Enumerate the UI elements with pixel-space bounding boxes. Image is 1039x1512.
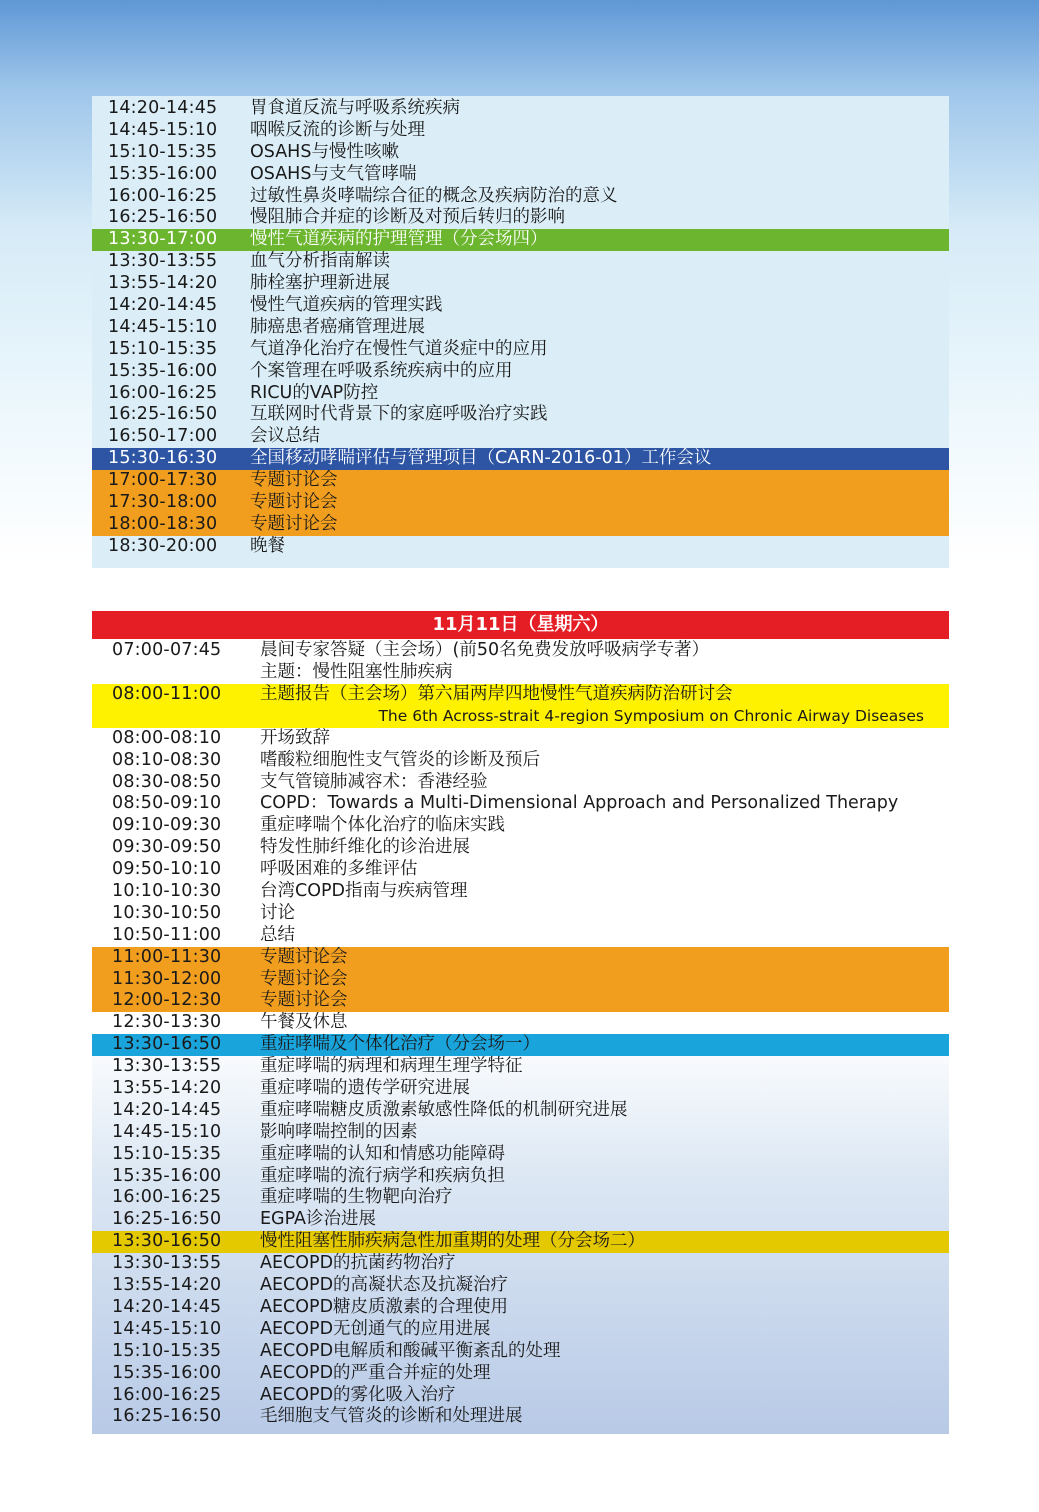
time-slot: 13:55-14:20 bbox=[108, 273, 218, 294]
time-slot: 13:30-16:50 bbox=[112, 1034, 222, 1055]
time-slot: 16:00-16:25 bbox=[108, 185, 218, 206]
schedule-row bbox=[92, 1187, 949, 1209]
time-slot: 13:30-16:50 bbox=[112, 1231, 222, 1252]
schedule-row bbox=[92, 859, 949, 881]
session-title: RICU的VAP防控 bbox=[250, 382, 379, 403]
schedule-row bbox=[92, 1385, 949, 1407]
time-slot: 09:10-09:30 bbox=[112, 815, 222, 836]
time-slot: 09:50-10:10 bbox=[112, 859, 222, 880]
schedule-row bbox=[92, 793, 949, 815]
session-title: 专题讨论会 bbox=[260, 946, 348, 967]
session-title: AECOPD无创通气的应用进展 bbox=[260, 1318, 491, 1339]
session-title: 总结 bbox=[260, 924, 295, 945]
session-title: OSAHS与支气管哮喘 bbox=[250, 163, 417, 184]
schedule-row bbox=[92, 1209, 949, 1231]
time-slot: 18:30-20:00 bbox=[108, 535, 218, 556]
session-title: 晨间专家答疑（主会场）(前50名免费发放呼吸病学专著） bbox=[260, 640, 710, 660]
session-title: 晚餐 bbox=[250, 535, 285, 556]
session-title: 慢性阻塞性肺疾病急性加重期的处理（分会场二） bbox=[260, 1231, 645, 1252]
time-slot: 15:10-15:35 bbox=[108, 338, 218, 359]
time-slot: 10:10-10:30 bbox=[112, 881, 222, 902]
time-slot: 14:45-15:10 bbox=[112, 1121, 222, 1142]
session-header-row bbox=[92, 947, 949, 969]
day-header: 11月11日（星期六） bbox=[92, 611, 949, 639]
schedule-row bbox=[92, 361, 949, 383]
session-title: 全国移动哮喘评估与管理项目（CARN-2016-01）工作会议 bbox=[250, 448, 712, 469]
time-slot: 17:00-17:30 bbox=[108, 470, 218, 491]
session-header-row bbox=[92, 514, 949, 536]
time-slot: 11:30-12:00 bbox=[112, 968, 222, 989]
session-title: 午餐及休息 bbox=[260, 1012, 348, 1033]
schedule-row bbox=[92, 1166, 949, 1188]
time-slot: 14:20-14:45 bbox=[108, 98, 218, 118]
plenary-subtitle: The 6th Across-strait 4-region Symposium on Chronic Airway Diseases bbox=[378, 706, 924, 725]
schedule-row bbox=[92, 186, 949, 208]
session-title: 慢性气道疾病的护理管理（分会场四） bbox=[250, 229, 548, 250]
session-title: 互联网时代背景下的家庭呼吸治疗实践 bbox=[250, 404, 548, 425]
session-title: 慢阻肺合并症的诊断及对预后转归的影响 bbox=[250, 207, 565, 228]
schedule-row bbox=[92, 404, 949, 426]
schedule-row bbox=[92, 772, 949, 794]
time-slot: 16:25-16:50 bbox=[112, 1406, 222, 1427]
session-title: 肺癌患者癌痛管理进展 bbox=[250, 316, 425, 337]
schedule-row bbox=[92, 881, 949, 903]
time-slot: 14:20-14:45 bbox=[112, 1296, 222, 1317]
time-slot: 15:35-16:00 bbox=[108, 360, 218, 381]
time-slot: 15:10-15:35 bbox=[112, 1143, 222, 1164]
schedule-row bbox=[92, 1144, 949, 1166]
session-title: 会议总结 bbox=[250, 426, 320, 447]
time-slot: 13:55-14:20 bbox=[112, 1275, 222, 1296]
session-title: 慢性气道疾病的管理实践 bbox=[250, 295, 443, 316]
schedule-row bbox=[92, 536, 949, 558]
time-slot: 16:00-16:25 bbox=[112, 1187, 222, 1208]
schedule-row bbox=[92, 317, 949, 339]
session-title: 毛细胞支气管炎的诊断和处理进展 bbox=[260, 1406, 523, 1427]
session-header-row bbox=[92, 990, 949, 1012]
session-header-row bbox=[92, 969, 949, 991]
plenary-time: 08:00-11:00 bbox=[112, 683, 222, 704]
time-slot: 08:50-09:10 bbox=[112, 793, 222, 814]
time-slot: 16:25-16:50 bbox=[108, 207, 218, 228]
session-header-row bbox=[92, 1034, 949, 1056]
session-title: 肺栓塞护理新进展 bbox=[250, 273, 390, 294]
session-title: 个案管理在呼吸系统疾病中的应用 bbox=[250, 360, 513, 381]
schedule-row bbox=[92, 640, 949, 662]
time-slot: 07:00-07:45 bbox=[112, 640, 222, 660]
time-slot: 14:45-15:10 bbox=[108, 119, 218, 140]
time-slot: 13:30-13:55 bbox=[112, 1253, 222, 1274]
schedule-row bbox=[92, 339, 949, 361]
session-title: 嗜酸粒细胞性支气管炎的诊断及预后 bbox=[260, 749, 540, 770]
session-title: AECOPD的抗菌药物治疗 bbox=[260, 1253, 456, 1274]
schedule-row bbox=[92, 1363, 949, 1385]
time-slot: 15:35-16:00 bbox=[108, 163, 218, 184]
time-slot: 16:25-16:50 bbox=[108, 404, 218, 425]
session-header-row bbox=[92, 492, 949, 514]
time-slot: 12:00-12:30 bbox=[112, 990, 222, 1011]
session-title: COPD：Towards a Multi-Dimensional Approach and Personalized Therapy bbox=[260, 793, 899, 814]
session-title: AECOPD的严重合并症的处理 bbox=[260, 1362, 491, 1383]
time-slot: 11:00-11:30 bbox=[112, 946, 222, 967]
schedule-row bbox=[92, 903, 949, 925]
session-title: 重症哮喘的病理和病理生理学特征 bbox=[260, 1056, 523, 1077]
schedule-row bbox=[92, 98, 949, 120]
session-title: AECOPD的高凝状态及抗凝治疗 bbox=[260, 1275, 509, 1296]
time-slot: 13:55-14:20 bbox=[112, 1078, 222, 1099]
session-title: 影响哮喘控制的因素 bbox=[260, 1121, 418, 1142]
early-session-rows bbox=[92, 640, 949, 684]
time-slot: 09:30-09:50 bbox=[112, 837, 222, 858]
time-slot: 13:30-13:55 bbox=[108, 251, 218, 272]
time-slot: 08:30-08:50 bbox=[112, 771, 222, 792]
session-header-row bbox=[92, 470, 949, 492]
time-slot: 16:50-17:00 bbox=[108, 426, 218, 447]
schedule-row bbox=[92, 1341, 949, 1363]
time-slot: 14:45-15:10 bbox=[112, 1318, 222, 1339]
time-slot: 08:10-08:30 bbox=[112, 749, 222, 770]
session-header-row bbox=[92, 1231, 949, 1253]
schedule-row bbox=[92, 662, 949, 684]
session-title: 气道净化治疗在慢性气道炎症中的应用 bbox=[250, 338, 548, 359]
session-title: 专题讨论会 bbox=[260, 968, 348, 989]
schedule-row bbox=[92, 120, 949, 142]
session-rows bbox=[92, 728, 949, 1429]
session-title: 过敏性鼻炎哮喘综合征的概念及疾病防治的意义 bbox=[250, 185, 618, 206]
schedule-row bbox=[92, 728, 949, 750]
session-title: 台湾COPD指南与疾病管理 bbox=[260, 881, 468, 902]
session-title: 支气管镜肺减容术：香港经验 bbox=[260, 771, 488, 792]
schedule-row bbox=[92, 815, 949, 837]
time-slot: 13:30-13:55 bbox=[112, 1056, 222, 1077]
time-slot: 15:35-16:00 bbox=[112, 1165, 222, 1186]
time-slot: 08:00-08:10 bbox=[112, 727, 222, 748]
session-header-row bbox=[92, 448, 949, 470]
session-title: 主题：慢性阻塞性肺疾病 bbox=[260, 661, 453, 682]
schedule-row bbox=[92, 295, 949, 317]
session-title: 专题讨论会 bbox=[260, 990, 348, 1011]
schedule-row bbox=[92, 750, 949, 772]
schedule-row bbox=[92, 142, 949, 164]
schedule-row bbox=[92, 837, 949, 859]
schedule-row bbox=[92, 273, 949, 295]
time-slot: 14:20-14:45 bbox=[112, 1099, 222, 1120]
session-title: AECOPD的雾化吸入治疗 bbox=[260, 1384, 456, 1405]
session-title: OSAHS与慢性咳嗽 bbox=[250, 141, 399, 162]
time-slot: 14:20-14:45 bbox=[108, 295, 218, 316]
session-title: EGPA诊治进展 bbox=[260, 1209, 377, 1230]
schedule-row bbox=[92, 1012, 949, 1034]
schedule-row bbox=[92, 426, 949, 448]
session-title: 胃食道反流与呼吸系统疾病 bbox=[250, 98, 460, 118]
time-slot: 15:35-16:00 bbox=[112, 1362, 222, 1383]
session-title: 重症哮喘的流行病学和疾病负担 bbox=[260, 1165, 505, 1186]
session-title: 咽喉反流的诊断与处理 bbox=[250, 119, 425, 140]
session-header-row bbox=[92, 229, 949, 251]
plenary-title: 主题报告（主会场）第六届两岸四地慢性气道疾病防治研讨会 bbox=[260, 683, 733, 704]
schedule-row bbox=[92, 1122, 949, 1144]
schedule-row bbox=[92, 383, 949, 405]
time-slot: 12:30-13:30 bbox=[112, 1012, 222, 1033]
schedule-row bbox=[92, 925, 949, 947]
time-slot: 13:30-17:00 bbox=[108, 229, 218, 250]
session-title: 开场致辞 bbox=[260, 727, 330, 748]
time-slot: 15:10-15:35 bbox=[108, 141, 218, 162]
session-title: 呼吸困难的多维评估 bbox=[260, 859, 418, 880]
schedule-row bbox=[92, 1406, 949, 1428]
session-title: 专题讨论会 bbox=[250, 470, 338, 491]
session-title: 血气分析指南解读 bbox=[250, 251, 390, 272]
schedule-row bbox=[92, 164, 949, 186]
session-title: 重症哮喘个体化治疗的临床实践 bbox=[260, 815, 505, 836]
session-title: 重症哮喘的遗传学研究进展 bbox=[260, 1078, 470, 1099]
schedule-block-day1 bbox=[92, 96, 949, 568]
schedule-row bbox=[92, 1078, 949, 1100]
schedule-row bbox=[92, 1275, 949, 1297]
schedule-row bbox=[92, 1056, 949, 1078]
schedule-row bbox=[92, 251, 949, 273]
schedule-row bbox=[92, 1319, 949, 1341]
time-slot: 15:30-16:30 bbox=[108, 448, 218, 469]
time-slot: 16:25-16:50 bbox=[112, 1209, 222, 1230]
schedule-block-nov11 bbox=[92, 611, 949, 1434]
time-slot: 17:30-18:00 bbox=[108, 492, 218, 513]
session-title: 专题讨论会 bbox=[250, 492, 338, 513]
session-title: 专题讨论会 bbox=[250, 513, 338, 534]
schedule-row bbox=[92, 1100, 949, 1122]
schedule-row bbox=[92, 1297, 949, 1319]
session-title: 重症哮喘的认知和情感功能障碍 bbox=[260, 1143, 505, 1164]
plenary-session-row bbox=[92, 684, 949, 728]
time-slot: 10:50-11:00 bbox=[112, 924, 222, 945]
time-slot: 16:00-16:25 bbox=[112, 1384, 222, 1405]
schedule-row bbox=[92, 1253, 949, 1275]
session-title: AECOPD电解质和酸碱平衡紊乱的处理 bbox=[260, 1340, 561, 1361]
time-slot: 18:00-18:30 bbox=[108, 513, 218, 534]
session-title: AECOPD糖皮质激素的合理使用 bbox=[260, 1296, 509, 1317]
session-title: 重症哮喘及个体化治疗（分会场一） bbox=[260, 1034, 540, 1055]
time-slot: 10:30-10:50 bbox=[112, 902, 222, 923]
session-title: 重症哮喘糖皮质激素敏感性降低的机制研究进展 bbox=[260, 1099, 628, 1120]
time-slot: 14:45-15:10 bbox=[108, 316, 218, 337]
session-title: 特发性肺纤维化的诊治进展 bbox=[260, 837, 470, 858]
time-slot: 15:10-15:35 bbox=[112, 1340, 222, 1361]
session-title: 讨论 bbox=[260, 902, 295, 923]
schedule-row bbox=[92, 207, 949, 229]
time-slot: 16:00-16:25 bbox=[108, 382, 218, 403]
session-title: 重症哮喘的生物靶向治疗 bbox=[260, 1187, 453, 1208]
